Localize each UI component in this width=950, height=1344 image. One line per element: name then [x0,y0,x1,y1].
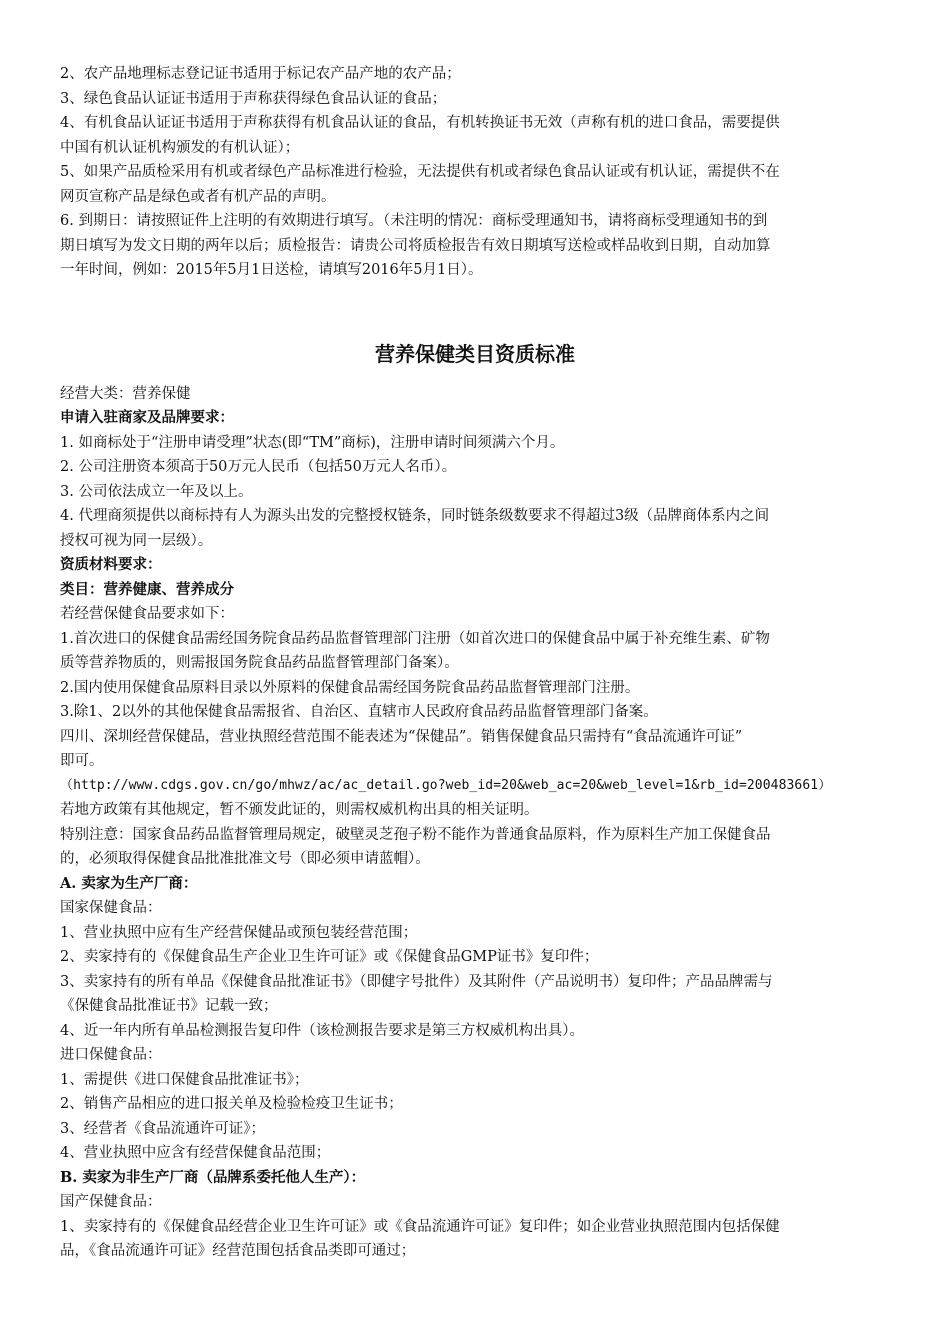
rule-line: 1.首次进口的保健食品需经国务院食品药品监督管理部门注册（如首次进口的保健食品中属于补充维生素、矿物 [60,630,770,647]
list-item: 1、营业执照中应有生产经营保健品或预包装经营范围； [60,924,418,941]
top-line-1: 2、农产品地理标志登记证书适用于标记农产品产地的农产品； [60,66,461,82]
section-b-heading: B. 卖家为非生产厂商（品牌系委托他人生产）： [60,1168,366,1186]
top-line-5: 5、如果产品质检采用有机或者绿色产品标准进行检验，无法提供有机或者绿色食品认证或有机认证，需提供不在 [60,164,780,180]
section-a-heading: A. 卖家为生产厂商： [60,874,198,892]
merchant-item: 4. 代理商须提供以商标持有人为源头出发的完整授权链条，同时链条级数要求不得超过3级（品牌商体系内之间 [60,508,770,524]
rule-line: 四川、深圳经营保健品，营业执照经营范围不能表述为“保健品”。销售保健食品只需持有“食品流通许可证” [60,728,743,745]
top-line-6: 网页宣称产品是绿色或者有机产品的声明。 [60,188,336,205]
top-line-8: 期日填写为发文日期的两年以后；质检报告：请贵公司将质检报告有效日期填写送检或样品收到日期，自动加算 [60,237,771,254]
list-item: 1、卖家持有的《保健食品经营企业卫生许可证》或《食品流通许可证》复印件；如企业营业执照范围内包括保健 [60,1218,780,1235]
top-line-4: 中国有机认证机构颁发的有机认证）； [60,139,300,156]
section-a-import-label: 进口保健食品： [60,1047,162,1063]
document-page [60,62,890,1264]
merchant-item: 2. 公司注册资本须高于50万元人民币（包括50万元人名币）。 [60,459,457,475]
merchant-item: 1. 如商标处于“注册申请受理”状态(即“TM”商标)，注册申请时间须满六个月。 [60,434,565,451]
rule-line: 2.国内使用保健食品原料目录以外原料的保健食品需经国务院食品药品监督管理部门注册。 [60,679,640,696]
top-line-2: 3、绿色食品认证证书适用于声称获得绿色食品认证的食品； [60,90,447,107]
list-item: 3、卖家持有的所有单品《保健食品批准证书》（即健字号批件）及其附件（产品说明书）复印件；产品品牌需与 [60,973,773,990]
top-line-9: 一年时间，例如：2015年5月1日送检，请填写2016年5月1日）。 [60,262,483,278]
category-heading: 类目：营养健康、营养成分 [60,580,234,598]
top-line-3: 4、有机食品认证证书适用于声称获得有机食品认证的食品，有机转换证书无效（声称有机的进口食品，需要提供 [60,115,780,131]
list-item: 4、近一年内所有单品检测报告复印件（该检测报告要求是第三方权威机构出具）。 [60,1022,584,1039]
material-heading: 资质材料要求： [60,556,162,573]
list-item: 4、营业执照中应含有经营保健食品范围； [60,1145,331,1161]
note-line: 若地方政策有其他规定，暂不颁发此证的，则需权威机构出具的相关证明。 [60,802,539,818]
list-item: 《保健食品批准证书》记载一致； [60,998,278,1014]
list-item: 2、销售产品相应的进口报关单及检验检疫卫生证书； [60,1096,403,1112]
section-spacer [60,283,890,332]
section-title: 营养保健类目资质标准 [375,341,575,366]
note-line: 特别注意：国家食品药品监督管理局规定，破壁灵芝孢子粉不能作为普通食品原料，作为原料生产加工保健食品 [60,826,771,843]
intro-line: 若经营保健食品要求如下： [60,606,234,622]
merchant-item: 3. 公司依法成立一年及以上。 [60,483,253,500]
top-line-7: 6. 到期日：请按照证件上注明的有效期进行填写。（未注明的情况：商标受理通知书，请将商标受理通知书的到 [60,213,768,229]
list-item: 1、需提供《进口保健食品批准证书》； [60,1071,309,1088]
list-item: 2、卖家持有的《保健食品生产企业卫生许可证》或《保健食品GMP证书》复印件； [60,949,599,965]
section-b-domestic-label: 国产保健食品： [60,1194,162,1210]
section-a-domestic-label: 国家保健食品： [60,900,162,916]
merchant-heading: 申请入驻商家及品牌要求： [60,409,234,426]
list-item: 品，《食品流通许可证》经营范围包括食品类即可通过； [60,1243,416,1259]
merchant-item: 授权可视为同一层级）。 [60,532,213,549]
note-line: 的，必须取得保健食品批准批准文号（即必须申请蓝帽）。 [60,851,430,867]
rule-line: 即可。 [60,753,104,769]
category-line: 经营大类：营养保健 [60,385,191,402]
rule-line: 3.除1、2以外的其他保健食品需报省、自治区、直辖市人民政府食品药品监督管理部门备案。 [60,704,658,720]
rule-line: 质等营养物质的，则需报国务院食品药品监督管理部门备案）。 [60,655,459,671]
reference-url: （http://www.cdgs.gov.cn/go/mhwz/ac/ac_detail.go?web_id=20&web_ac=20&web_level=1&rb_id=200483661） [60,777,832,793]
list-item: 3、经营者《食品流通许可证》； [60,1120,265,1137]
